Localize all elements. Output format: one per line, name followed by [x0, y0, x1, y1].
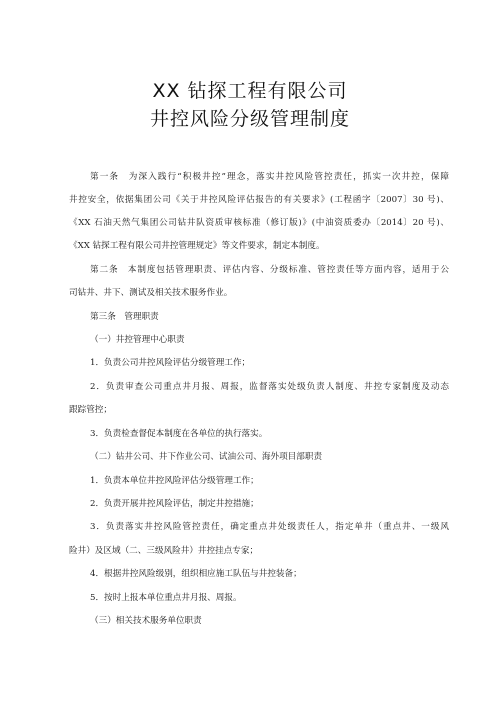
article-1-line-4: 《XX 钻探工程有限公司井控管理规定》等文件要求，制定本制度。: [69, 241, 325, 251]
section-2-item-1: 1．负责本单位井控风险评估分级管理工作；: [90, 476, 259, 486]
section-3-heading: （三）相关技术服务单位职责: [90, 616, 202, 626]
article-2-line-1: 第二条 本制度包括管理职责、评估内容、分级标准、管控责任等方面内容，适用于公: [90, 265, 449, 275]
article-1-line-2: 井控安全，依据集团公司《关于井控风险评估报告的有关要求》(工程函字〔2007〕30 号)、: [69, 195, 449, 205]
article-1-line-3: 《XX 石油天然气集团公司钻井队资质审核标准（修订版)》(中油资质委办〔2014〕20 号)、: [69, 218, 449, 228]
section-2-item-5: 5．按时上报本单位重点井月报、周报。: [90, 593, 242, 603]
article-3-heading: 第三条 管理职责: [90, 312, 159, 322]
document-title: 井控风险分级管理制度: [149, 108, 350, 130]
section-1-item-3: 3．负责检查督促本制度在各单位的执行落实。: [90, 429, 268, 439]
section-2-item-4: 4．根据井控风险级别，组织相应施工队伍与井控装备；: [90, 569, 302, 579]
section-2-item-3-line-1: 3．负责落实井控风险管控责任，确定重点井处级责任人，指定单井（重点井、一级风: [90, 522, 449, 532]
section-2-heading: （二）钻井公司、井下作业公司、试油公司、海外项目部职责: [90, 452, 323, 462]
section-1-item-2-line-2: 跟踪管控；: [69, 405, 112, 415]
section-2-item-3-line-2: 险井）及区域（二、三级风险井）井控挂点专家；: [69, 546, 259, 556]
document-company-title: XX 钻探工程有限公司: [152, 80, 348, 102]
section-2-item-2: 2．负责开展井控风险评估，制定井控措施；: [90, 499, 259, 509]
section-1-heading: （一）井控管理中心职责: [90, 335, 185, 345]
section-1-item-1: 1．负责公司井控风险评估分级管理工作；: [90, 358, 251, 368]
article-1-line-1: 第一条 为深入践行“积极井控”理念，落实井控风险管控责任，抓实一次井控，保障: [90, 172, 449, 182]
section-1-item-2-line-1: 2．负责审查公司重点井月报、周报，监督落实处级负责人制度、井控专家制度及动态: [90, 382, 449, 392]
article-2-line-2: 司钻井、井下、测试及相关技术服务作业。: [69, 288, 233, 298]
